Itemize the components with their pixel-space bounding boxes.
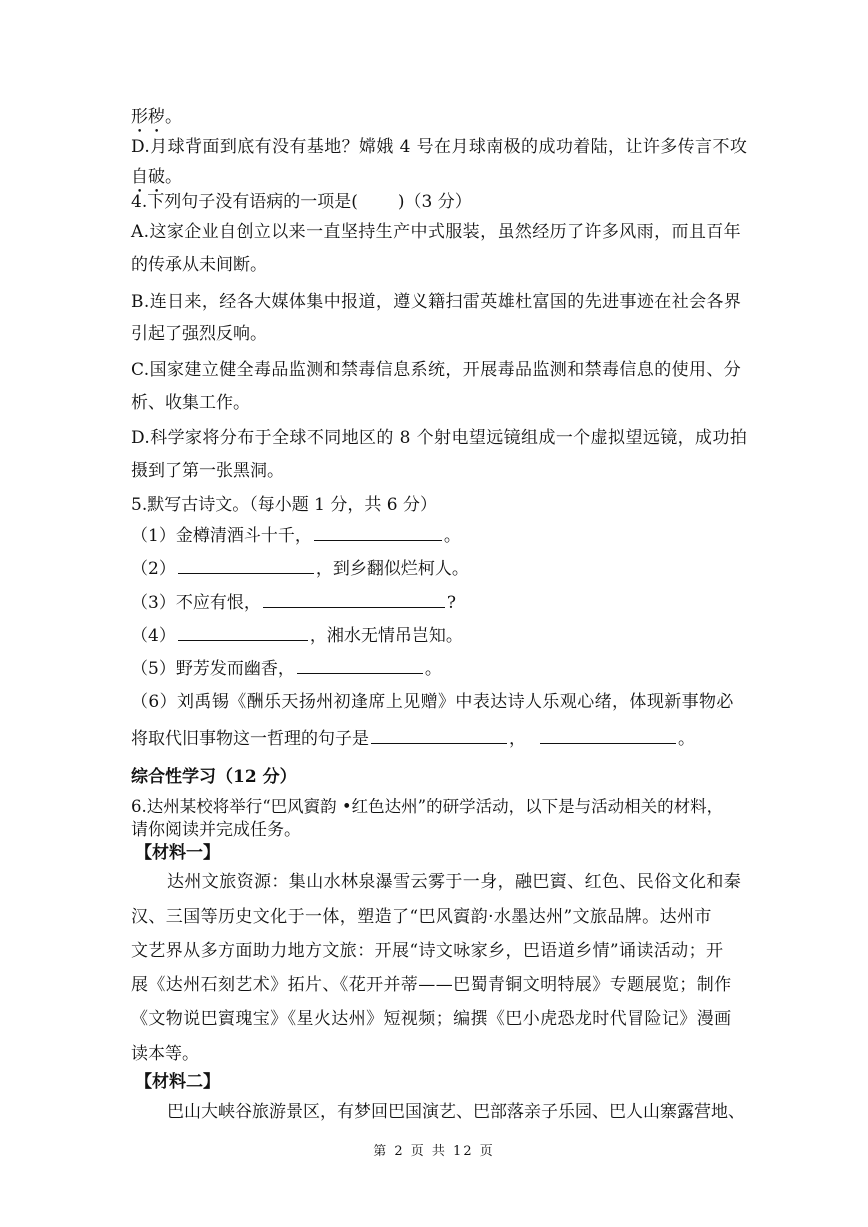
q4-stem-start: 4.下列句子没有语病的一项是(	[131, 192, 358, 212]
material-2-line: 巴山大峡谷旅游景区，有梦回巴国演艺、巴部落亲子乐园、巴人山寨露营地、	[167, 1102, 745, 1122]
q4-option-d-line2: 摄到了第一张黑洞。	[131, 461, 284, 481]
item-text: 。	[443, 526, 461, 546]
answer-blank[interactable]	[178, 557, 314, 574]
q5-item-5	[131, 657, 741, 680]
q5-item-3	[131, 591, 741, 614]
answer-blank[interactable]	[314, 524, 442, 541]
material-1-label: 【材料一】	[135, 843, 220, 863]
answer-blank[interactable]	[540, 727, 676, 744]
page-footer: 第 2 页 共 12 页	[373, 1144, 495, 1159]
q4-option-c-line2: 析、收集工作。	[131, 393, 250, 413]
item-text: （5）野芳发而幽香，	[131, 659, 295, 679]
material-1-line: 《文物说巴賨瑰宝》《星火达州》短视频；编撰《巴小虎恐龙时代冒险记》漫画	[131, 1009, 732, 1029]
item-text: ，湘水无情吊岂知。	[309, 626, 463, 646]
q4-stem	[131, 191, 741, 213]
item-text: （2）	[131, 559, 176, 579]
material-1-line: 文艺界从多方面助力地方文旅：开展“诗文咏家乡，巴语道乡情”诵读活动；开	[131, 941, 724, 961]
material-1-line: 汉、三国等历史文化于一体，塑造了“巴风賨韵·水墨达州”文旅品牌。达州市	[131, 907, 712, 927]
q4-option-b-line1: B.连日来，经各大媒体集中报道，遵义籍扫雷英雄杜富国的先进事迹在社会各界	[131, 292, 742, 312]
item-text: ?	[446, 593, 456, 613]
q4-option-a-line1: A.这家企业自创立以来一直坚持生产中式服装，虽然经历了许多风雨，而且百年	[131, 222, 742, 242]
item-text: ，	[509, 729, 526, 749]
q4-stem-end: )（3 分）	[397, 192, 472, 212]
item-text: 。	[424, 659, 442, 679]
text-line	[131, 106, 741, 137]
item-text: 。	[678, 729, 695, 749]
item-text: 将取代旧事物这一哲理的句子是	[131, 729, 369, 749]
q5-item-4	[131, 624, 741, 647]
section-title: 综合性学习（12 分）	[131, 767, 297, 787]
material-2-label: 【材料二】	[135, 1072, 220, 1092]
material-1-line: 读本等。	[131, 1044, 199, 1064]
q6-stem-line1: 6.达州某校将举行“巴风賨韵 •红色达州”的研学活动，以下是与活动相关的材料，	[131, 797, 724, 816]
q4-option-b-line2: 引起了强烈反响。	[131, 324, 267, 344]
q5-item-6-line1: （6）刘禹锡《酬乐天扬州初逢席上见赠》中表达诗人乐观心绪，体现新事物必	[131, 692, 734, 712]
q4-option-a-line2: 的传承从未间断。	[131, 255, 267, 275]
answer-blank[interactable]	[178, 624, 308, 641]
item-text: （4）	[131, 626, 176, 646]
text-segment: 形秽。	[131, 107, 182, 127]
item-text: （3）不应有恨，	[131, 593, 261, 613]
answer-blank[interactable]	[263, 591, 445, 608]
q4-option-c-line1: C.国家建立健全毒品监测和禁毒信息系统，开展毒品监测和禁毒信息的使用、分	[131, 360, 742, 380]
answer-blank[interactable]	[371, 727, 507, 744]
item-text: ，到乡翻似烂柯人。	[315, 559, 469, 579]
item-text: （1）金樽清酒斗十千，	[131, 526, 312, 546]
q5-item-6-line2	[131, 727, 741, 750]
answer-blank[interactable]	[297, 657, 423, 674]
q5-item-2	[131, 557, 741, 580]
text-segment: 自破。	[131, 167, 182, 187]
q5-stem: 5.默写古诗文。（每小题 1 分，共 6 分）	[131, 495, 437, 515]
q4-option-d-line1: D.科学家将分布于全球不同地区的 8 个射电望远镜组成一个虚拟望远镜，成功拍	[131, 428, 748, 448]
q3-option-d-line1: D.月球背面到底有没有基地？嫦娥 4 号在月球南极的成功着陆，让许多传言不攻	[131, 137, 748, 157]
q5-item-1	[131, 524, 741, 547]
material-1-line: 达州文旅资源：集山水林泉瀑雪云雾于一身，融巴賨、红色、民俗文化和秦	[167, 872, 742, 892]
q6-stem-line2: 请你阅读并完成任务。	[131, 820, 301, 840]
material-1-line: 展《达州石刻艺术》拓片、《花开并蒂——巴蜀青铜文明特展》专题展览；制作	[131, 975, 732, 995]
